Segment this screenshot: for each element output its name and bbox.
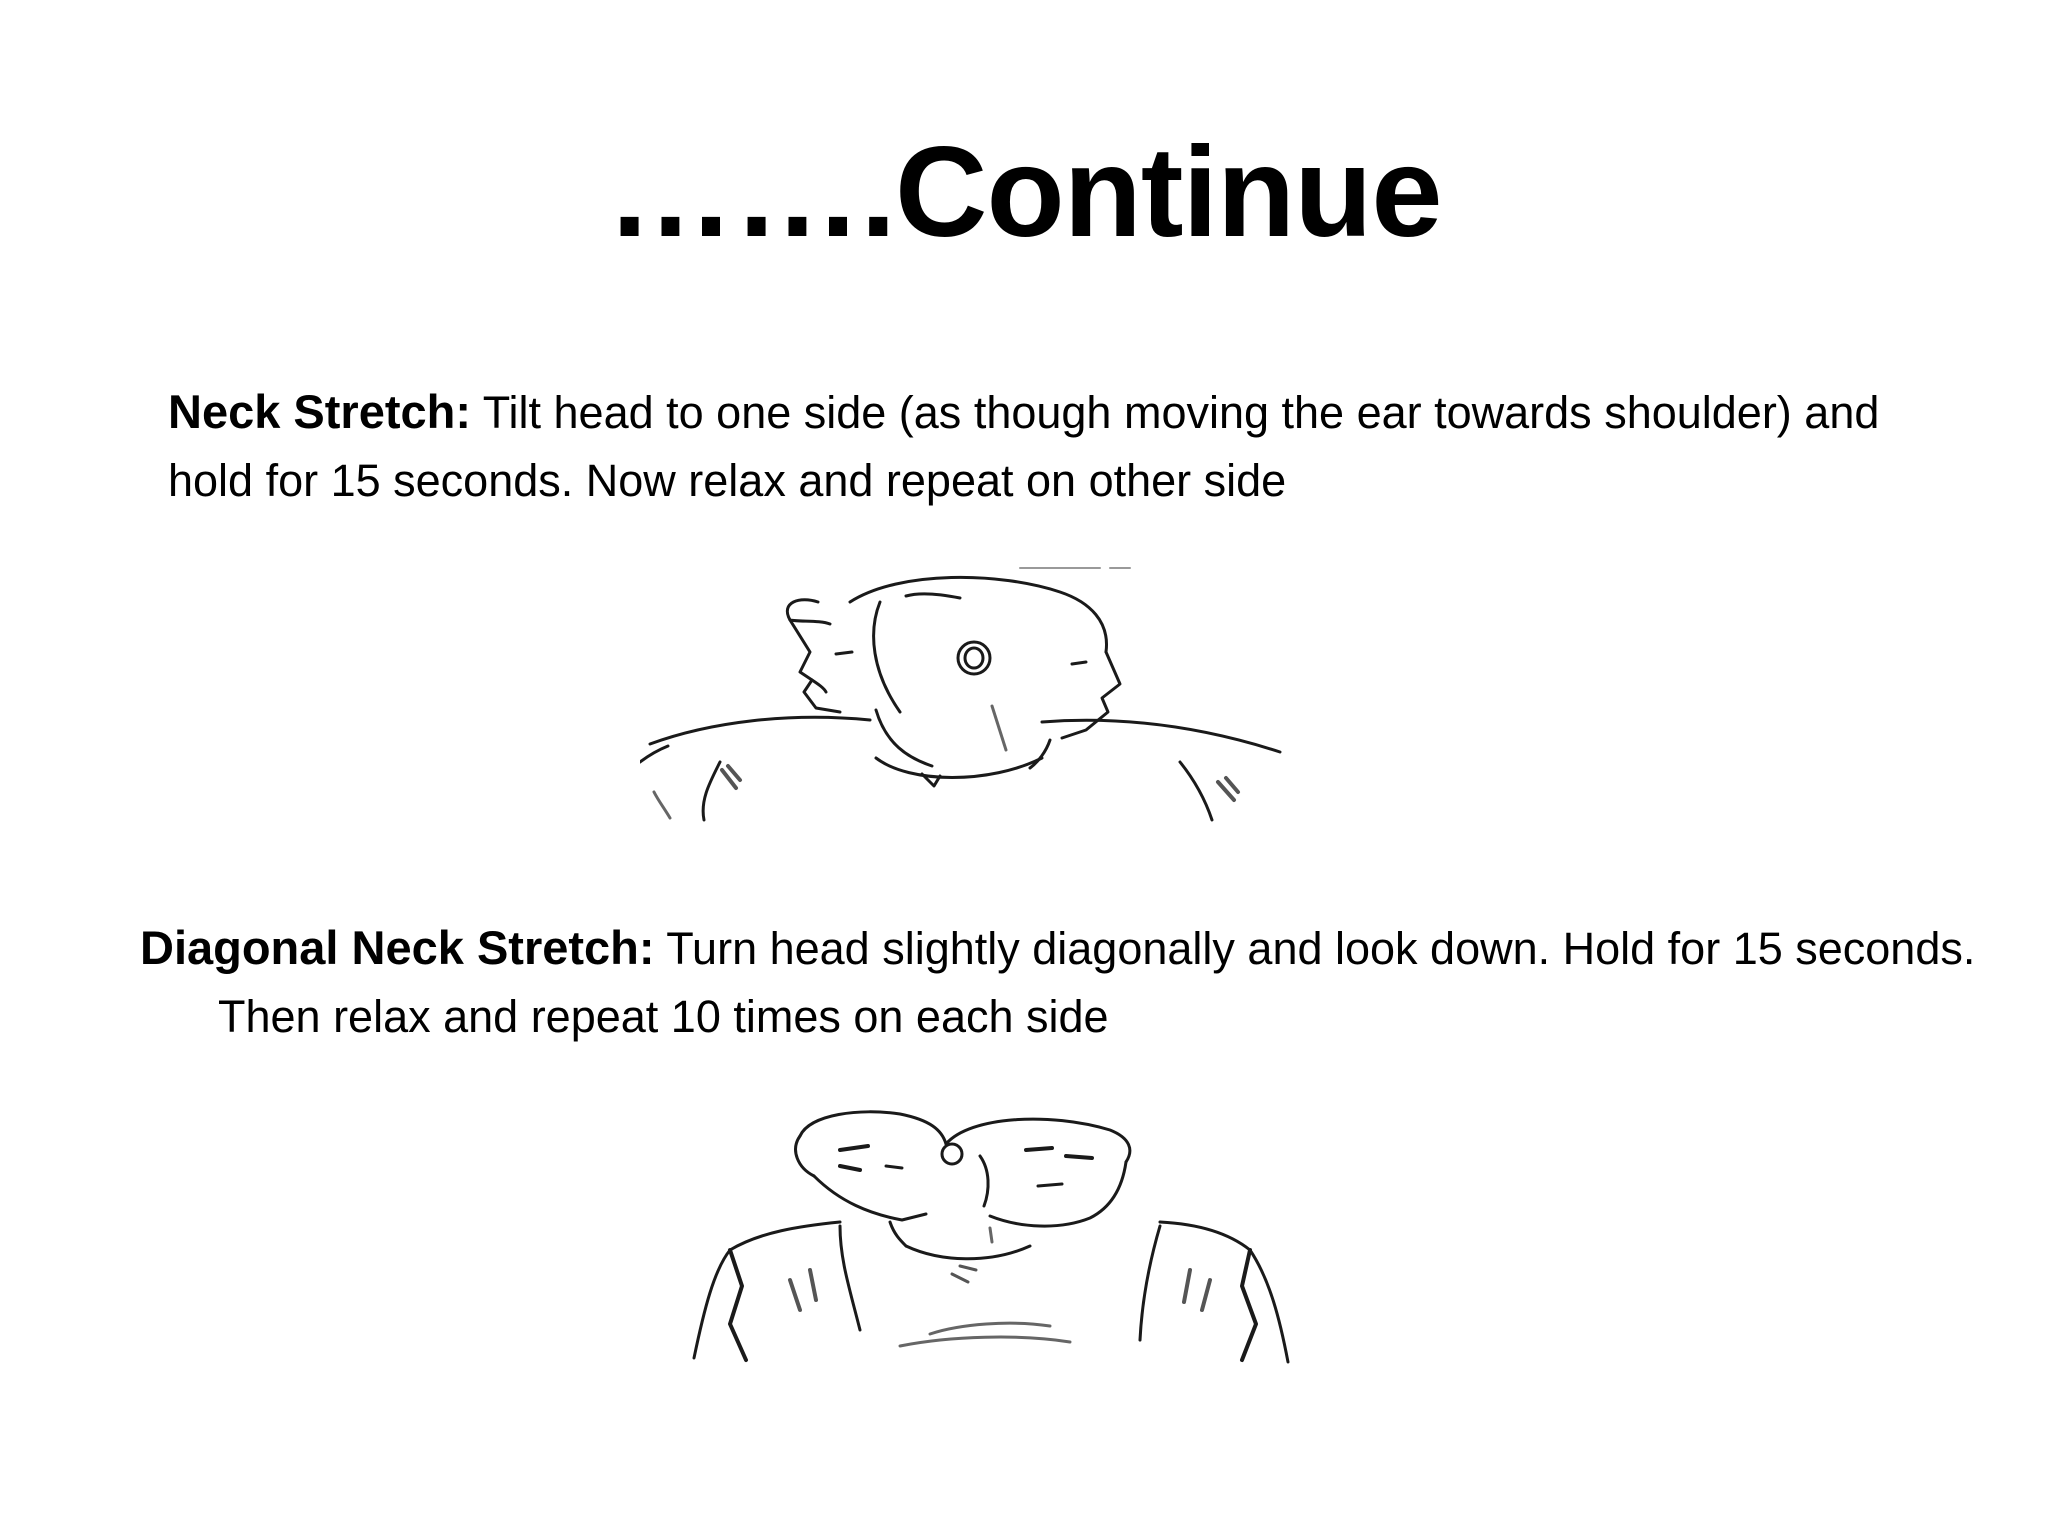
slide-title: …….Continue <box>606 121 1442 264</box>
neck-stretch-text: Tilt head to one side (as though moving the ear towards shoulder) and hold for 15 seconds. Now relax and repeat on other side <box>168 387 1880 506</box>
diagonal-neck-stretch-text: Turn head slightly diagonally and look down. Hold for 15 seconds. Then relax and repeat 10 times on each side <box>218 923 1976 1042</box>
diagonal-neck-stretch-paragraph <box>140 914 2018 1051</box>
neck-stretch-heading: Neck Stretch: <box>168 385 471 438</box>
neck-tilt-illustration-icon <box>640 562 1440 822</box>
neck-stretch-paragraph <box>168 378 1948 515</box>
diagonal-neck-illustration-icon <box>690 1110 1370 1366</box>
diagonal-neck-stretch-heading: Diagonal Neck Stretch: <box>140 921 655 974</box>
